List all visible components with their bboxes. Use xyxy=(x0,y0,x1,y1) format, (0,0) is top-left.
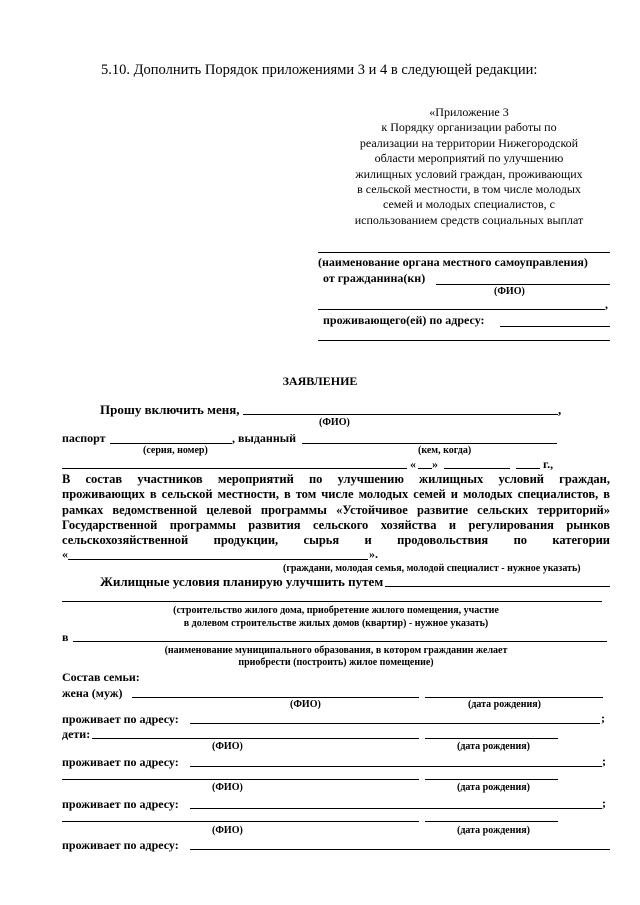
appendix-line: жилищных условий граждан, проживающих xyxy=(355,166,583,181)
issuer-continued-field[interactable] xyxy=(62,468,407,469)
child2-address-field[interactable] xyxy=(190,808,602,809)
fio-caption: (ФИО) xyxy=(212,741,243,752)
semicolon: ; xyxy=(601,711,605,725)
lives-at-label: проживает по адресу: xyxy=(62,838,179,852)
child1-birth-field[interactable] xyxy=(425,738,558,739)
organ-name-field[interactable] xyxy=(318,252,610,253)
applicant-name-field[interactable] xyxy=(243,414,558,415)
spouse-address-field[interactable] xyxy=(190,723,600,724)
category-open-quote: « xyxy=(62,547,68,561)
issuer-caption: (кем, когда) xyxy=(418,445,472,456)
appendix-line: использованием средств социальных выплат xyxy=(354,212,584,227)
appendix-line: в сельской местности, в том числе молодых xyxy=(357,182,581,197)
children-label: дети: xyxy=(62,727,91,741)
method-caption: (строительство жилого дома, приобретение жилого помещения, участие xyxy=(173,605,499,616)
birth-date-caption: (дата рождения) xyxy=(457,825,530,836)
fio-caption: (ФИО) xyxy=(319,417,350,428)
housing-method-field-2[interactable] xyxy=(62,601,602,602)
category-close-quote: ». xyxy=(369,547,378,561)
issued-label: , выданный xyxy=(232,431,297,445)
child3-name-field[interactable] xyxy=(62,821,419,822)
page-title: ЗАЯВЛЕНИЕ xyxy=(282,374,358,388)
spouse-label: жена (муж) xyxy=(62,686,123,700)
child2-name-field[interactable] xyxy=(62,779,419,780)
appendix-line: «Приложение 3 xyxy=(429,105,509,119)
housing-method-field[interactable] xyxy=(385,586,610,587)
paragraph-line: рамках ведомственной целевой программы «Устойчивое развитие сельских территорий» xyxy=(62,503,610,517)
passport-issuer-field[interactable] xyxy=(302,443,557,444)
spouse-birth-field[interactable] xyxy=(425,697,603,698)
comma: , xyxy=(605,297,608,311)
fio-caption: (ФИО) xyxy=(290,699,321,710)
category-caption: (граждани, молодая семья, молодой специалист - нужное указать) xyxy=(283,563,581,574)
residing-label: проживающего(ей) по адресу: xyxy=(323,313,485,327)
birth-date-caption: (дата рождения) xyxy=(468,699,541,710)
lives-at-label: проживает по адресу: xyxy=(62,755,179,769)
method-caption: в долевом строительстве жилых домов (квартир) - нужное указать) xyxy=(183,618,489,629)
date-close-quote: » xyxy=(432,457,438,471)
child1-name-field[interactable] xyxy=(92,738,419,739)
appendix-line: области мероприятий по улучшению xyxy=(374,151,564,166)
year-label: г., xyxy=(543,457,554,471)
date-open-quote: « xyxy=(410,457,416,471)
appendix-line: семей и молодых специалистов, с xyxy=(383,197,555,212)
birth-date-caption: (дата рождения) xyxy=(457,782,530,793)
lives-at-label: проживает по адресу: xyxy=(62,712,179,726)
child2-birth-field[interactable] xyxy=(425,779,558,780)
paragraph-line: сельскохозяйственной продукции, сырья и продовольствия по категории xyxy=(62,533,610,547)
issue-year-field[interactable] xyxy=(516,468,540,469)
address-field-1[interactable] xyxy=(318,309,605,310)
child1-address-field[interactable] xyxy=(190,766,602,767)
address-field-2[interactable] xyxy=(500,326,610,327)
spouse-name-field[interactable] xyxy=(132,697,419,698)
semicolon: ; xyxy=(602,796,606,810)
passport-number-field[interactable] xyxy=(110,443,232,444)
address-field-3[interactable] xyxy=(318,340,610,341)
semicolon: ; xyxy=(602,754,606,768)
category-field[interactable] xyxy=(68,559,368,560)
housing-plan-label: Жилищные условия планирую улучшить путем xyxy=(100,574,384,589)
citizen-name-field[interactable] xyxy=(436,284,610,285)
municipality-caption: (наименование муниципального образования, в котором гражданин желает xyxy=(164,645,508,656)
request-label: Прошу включить меня, xyxy=(100,402,240,417)
appendix-header xyxy=(340,105,598,228)
issue-day-field[interactable] xyxy=(418,468,432,469)
lives-at-label: проживает по адресу: xyxy=(62,797,179,811)
comma: , xyxy=(558,402,562,417)
intro-text: 5.10. Дополнить Порядок приложениями 3 и 4 в следующей редакции: xyxy=(101,62,538,78)
appendix-line: к Порядку организации работы по xyxy=(381,120,557,135)
paragraph-line: проживающих в сельской местности, в том числе молодых семей и молодых специалистов, в xyxy=(62,487,610,501)
fio-caption: (ФИО) xyxy=(212,782,243,793)
issue-month-field[interactable] xyxy=(444,468,510,469)
paragraph-line: Государственной программы развития сельского хозяйства и регулирования рынков xyxy=(62,518,610,532)
from-citizen-label: от гражданина(кн) xyxy=(323,271,426,285)
passport-label: паспорт xyxy=(62,431,106,445)
in-label: в xyxy=(62,630,69,644)
fio-caption: (ФИО) xyxy=(494,286,525,297)
child3-address-field[interactable] xyxy=(190,849,610,850)
fio-caption: (ФИО) xyxy=(212,825,243,836)
birth-date-caption: (дата рождения) xyxy=(457,741,530,752)
appendix-line: реализации на территории Нижегородской xyxy=(359,135,579,150)
family-heading: Состав семьи: xyxy=(62,670,140,684)
municipality-field[interactable] xyxy=(73,641,607,642)
organ-caption: (наименование органа местного самоуправления) xyxy=(318,255,588,269)
paragraph-line: В состав участников мероприятий по улучшению жилищных условий граждан, xyxy=(62,472,610,486)
child3-birth-field[interactable] xyxy=(425,821,558,822)
series-caption: (серия, номер) xyxy=(143,445,208,456)
municipality-caption: приобрести (построить) жилое помещение) xyxy=(238,657,434,668)
